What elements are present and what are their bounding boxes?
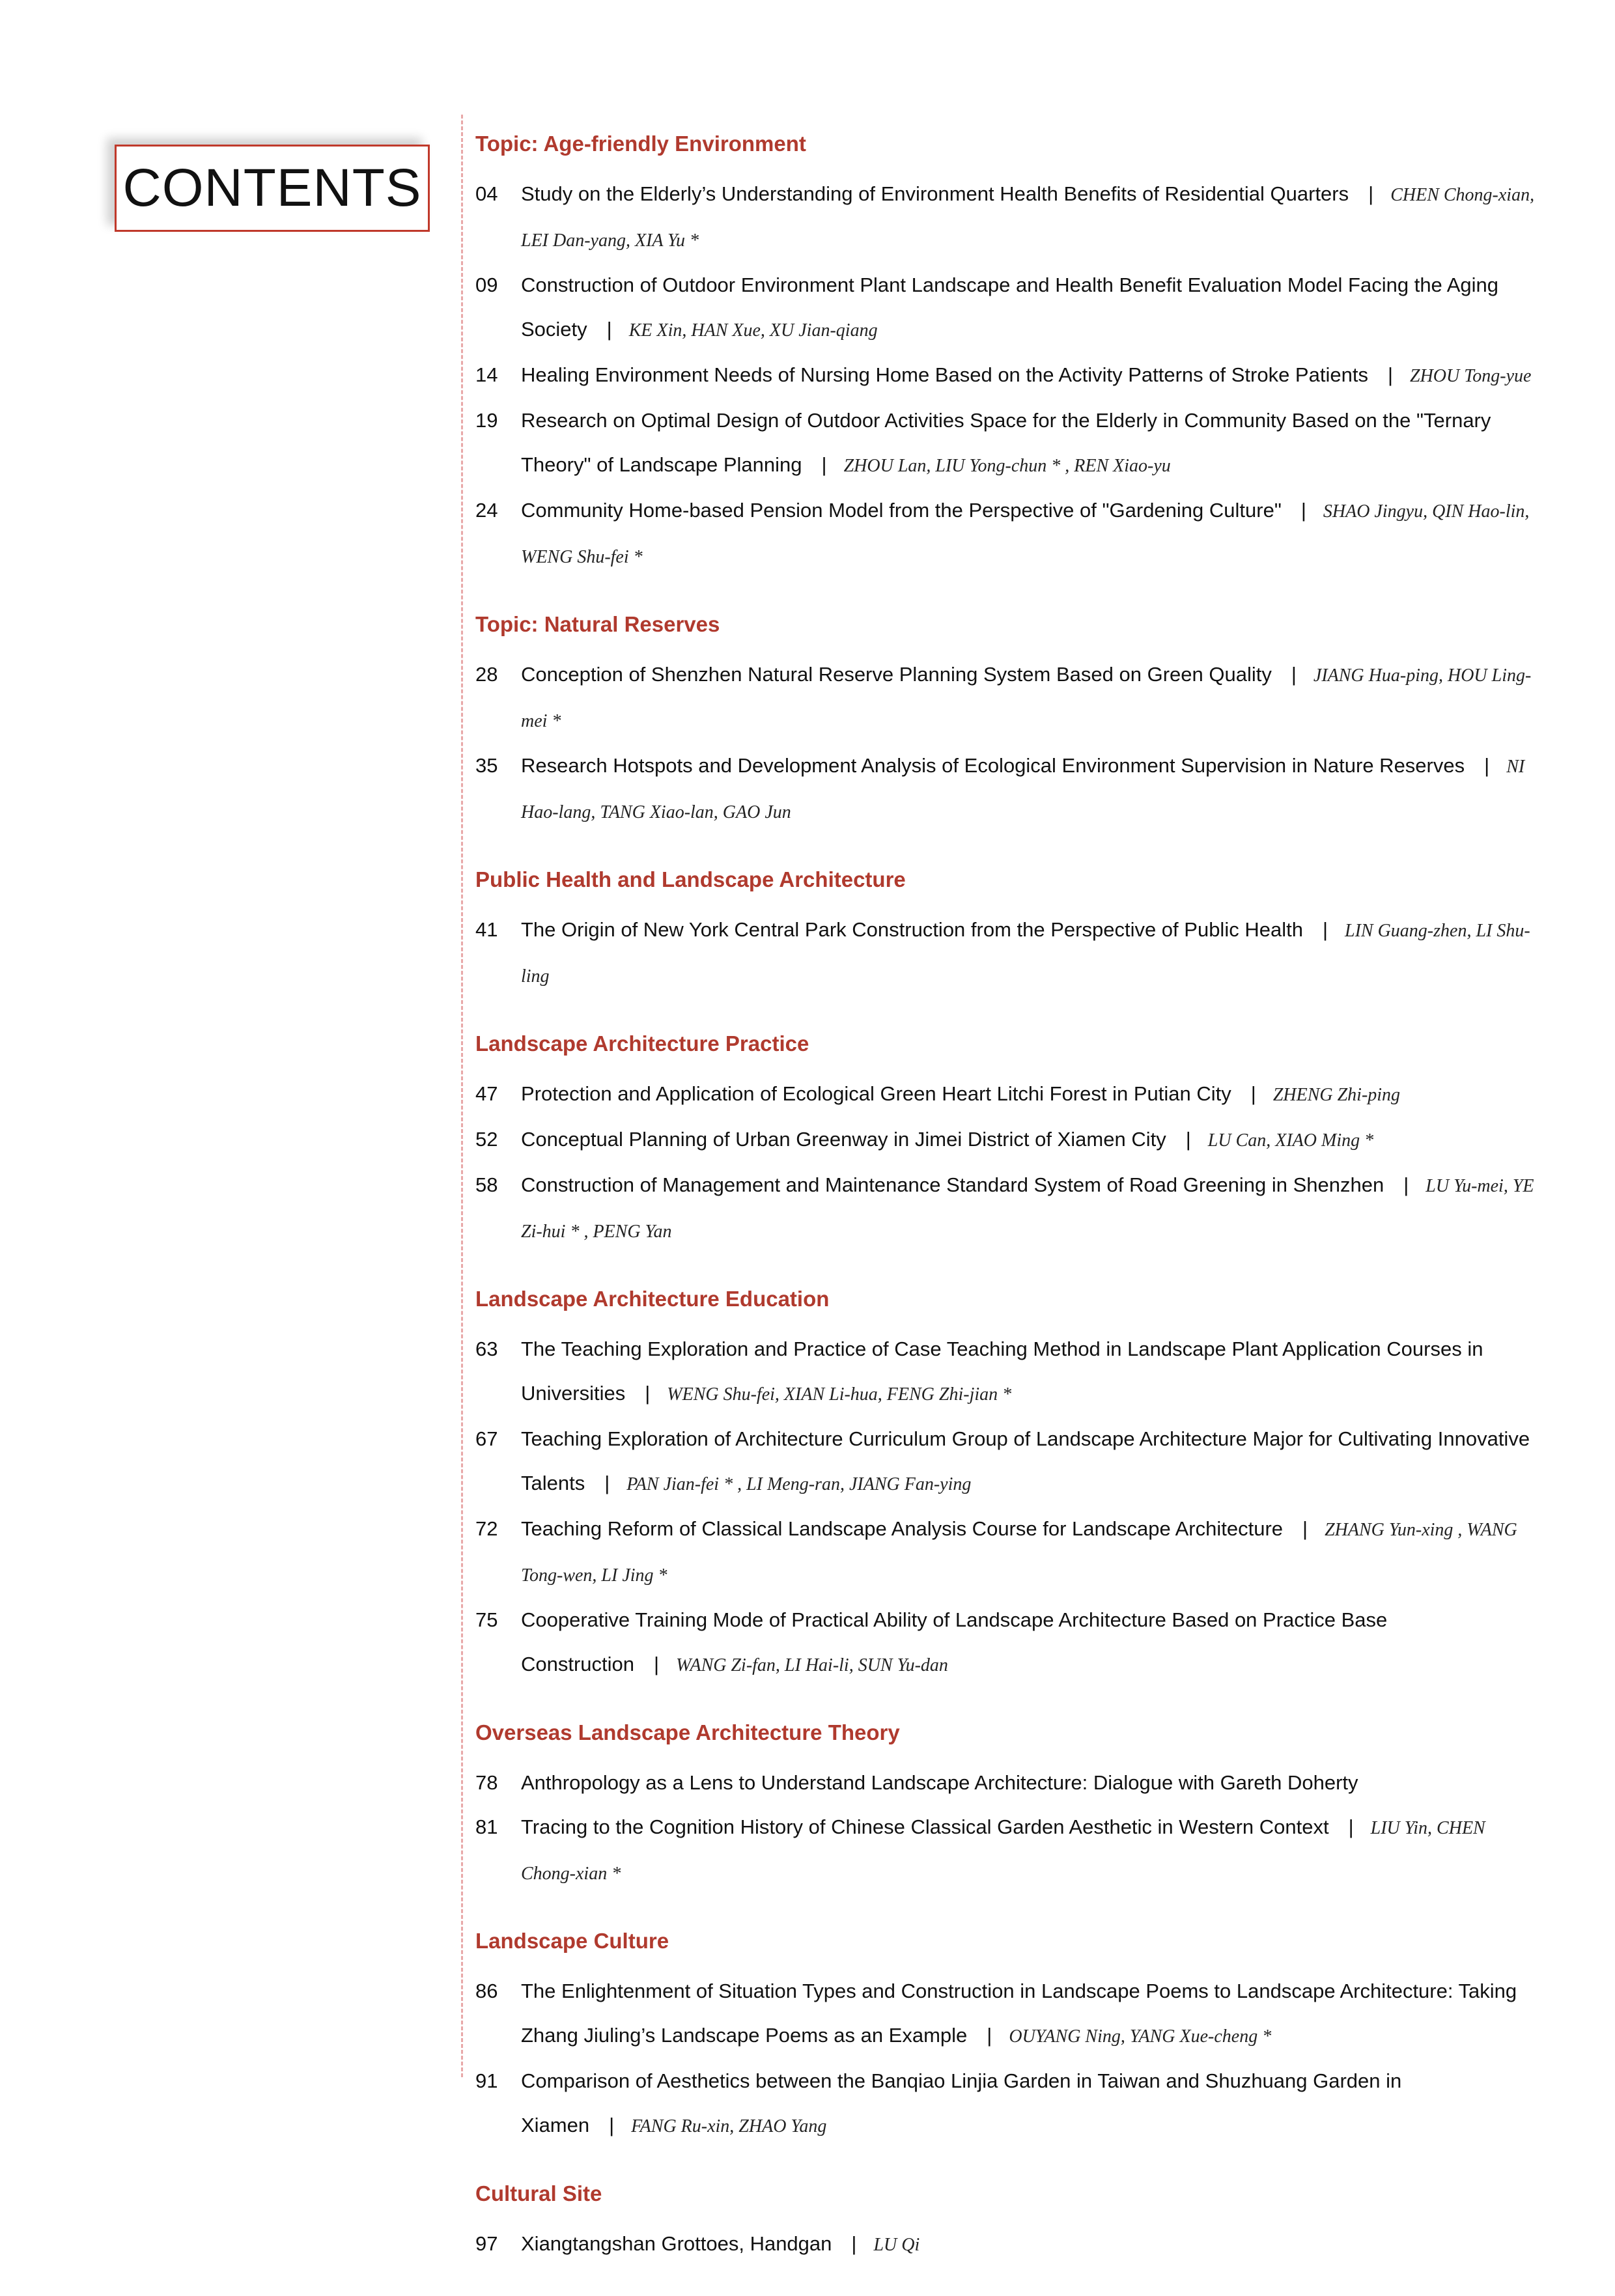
toc-section [475,1925,1543,2149]
page-number: 09 [475,273,498,296]
article-authors: JIANG Hua-ping, HOU Ling-mei * [521,665,1532,731]
toc-section [475,2177,1543,2267]
article-title: Conceptual Planning of Urban Greenway in Jimei District of Xiamen City [521,1128,1166,1151]
page-number: 91 [475,2069,498,2092]
article-title: Study on the Elderly’s Understanding of Environment Health Benefits of Residential Quarters [521,182,1349,205]
separator-bar: | [1250,1082,1256,1105]
toc-section [475,863,1543,999]
toc-entry[interactable] [475,1327,1543,1417]
section-title: Cultural Site [475,2181,602,2205]
entry-body [521,399,1543,488]
toc-entry[interactable] [475,399,1543,488]
separator-bar: | [654,1653,660,1675]
page-number: 63 [475,1337,498,1360]
toc-entry[interactable] [475,1163,1543,1254]
article-authors: ZHENG Zhi-ping [1272,1085,1401,1105]
separator-bar: | [851,2232,857,2255]
section-title: Public Health and Landscape Architecture [475,867,906,891]
separator-bar: | [1387,363,1394,386]
separator-bar: | [1300,499,1306,522]
page-number: 24 [475,499,498,522]
separator-bar: | [609,2114,615,2136]
toc-section [475,128,1543,580]
page-number: 81 [475,1815,498,1838]
table-of-contents [475,128,1543,2296]
entry-body [521,1507,1543,1598]
toc-entry[interactable] [475,1117,1543,1163]
toc-entry[interactable] [475,744,1543,835]
toc-entry[interactable] [475,488,1543,580]
entry-body [521,2059,1543,2149]
entry-body [521,2222,1543,2267]
article-authors: LU Yu-mei, YE Zi-hui * , PENG Yan [521,1176,1534,1242]
page-number: 86 [475,1980,498,2002]
article-authors: ZHANG Yun-xing , WANG Tong-wen, LI Jing * [521,1520,1517,1586]
page-number: 47 [475,1082,498,1105]
toc-entry[interactable] [475,1969,1543,2059]
entry-body [521,652,1543,744]
article-authors: KE Xin, HAN Xue, XU Jian-qiang [628,320,878,341]
toc-entry[interactable] [475,1417,1543,1507]
entry-body [521,908,1543,999]
article-authors: LIU Yin, CHEN Chong-xian * [521,1818,1485,1884]
page-number: 04 [475,182,498,205]
article-title: The Origin of New York Central Park Construction from the Perspective of Public Health [521,918,1303,941]
section-title: Landscape Culture [475,1929,669,1953]
section-title: Landscape Architecture Practice [475,1031,809,1056]
toc-entry[interactable] [475,652,1543,744]
article-title: The Teaching Exploration and Practice of Case Teaching Method in Landscape Plant Application Courses in Universities [521,1337,1483,1405]
page-number: 14 [475,363,498,386]
article-title: Healing Environment Needs of Nursing Home Based on the Activity Patterns of Stroke Patients [521,363,1368,386]
separator-bar: | [1368,182,1374,205]
section-title: Topic: Age-friendly Environment [475,132,806,156]
article-title: The Enlightenment of Situation Types and Construction in Landscape Poems to Landscape Architecture: Taking Zhang Jiuling’s Landscape Poems as an Example [521,1980,1517,2047]
article-authors: LIN Guang-zhen, LI Shu-ling [521,921,1530,987]
contents-heading: CONTENTS [122,158,422,217]
section-title: Landscape Architecture Education [475,1287,830,1311]
page-number: 72 [475,1517,498,1540]
toc-entry[interactable] [475,2222,1543,2267]
separator-bar: | [821,453,827,476]
separator-bar: | [1302,1517,1308,1540]
page-number: 78 [475,1771,498,1794]
separator-bar: | [604,1472,610,1494]
page-number: 41 [475,918,498,941]
toc-section [475,608,1543,835]
entry-body [521,1805,1543,1896]
entry-body [521,1761,1543,1805]
entry-body [521,488,1543,580]
entry-body [521,1969,1543,2059]
toc-entry[interactable] [475,172,1543,263]
toc-section [475,1028,1543,1254]
toc-section [475,1283,1543,1688]
separator-bar: | [1322,918,1328,941]
separator-bar: | [1348,1815,1354,1838]
article-authors: ZHOU Tong-yue [1410,366,1532,386]
entry-body [521,353,1543,399]
article-title: Community Home-based Pension Model from the Perspective of "Gardening Culture" [521,499,1282,522]
toc-entry[interactable] [475,263,1543,353]
entry-body [521,1598,1543,1688]
toc-entry[interactable] [475,353,1543,399]
vertical-dashed-divider [461,115,463,2077]
article-title: Tracing to the Cognition History of Chinese Classical Garden Aesthetic in Western Context [521,1815,1329,1838]
article-authors: SHAO Jingyu, QIN Hao-lin, WENG Shu-fei * [521,501,1530,567]
page-number: 52 [475,1128,498,1151]
toc-entry[interactable] [475,1805,1543,1896]
article-title: Conception of Shenzhen Natural Reserve Planning System Based on Green Quality [521,663,1272,686]
page-number: 75 [475,1608,498,1631]
entry-body [521,1163,1543,1254]
article-title: Comparison of Aesthetics between the Banqiao Linjia Garden in Taiwan and Shuzhuang Garden in Xiamen [521,2069,1402,2136]
article-title: Teaching Reform of Classical Landscape Analysis Course for Landscape Architecture [521,1517,1284,1540]
page-number: 97 [475,2232,498,2255]
article-authors: LU Qi [873,2235,920,2255]
article-authors: PAN Jian-fei * , LI Meng-ran, JIANG Fan-ying [626,1474,972,1494]
section-title: Overseas Landscape Architecture Theory [475,1720,900,1744]
article-authors: WENG Shu-fei, XIAN Li-hua, FENG Zhi-jian * [667,1384,1012,1405]
toc-entry[interactable] [475,2059,1543,2149]
toc-entry[interactable] [475,1761,1543,1805]
toc-entry[interactable] [475,1598,1543,1688]
article-title: Construction of Management and Maintenance Standard System of Road Greening in Shenzhen [521,1173,1384,1196]
separator-bar: | [1484,754,1490,777]
separator-bar: | [1403,1173,1409,1196]
separator-bar: | [1291,663,1297,686]
separator-bar: | [606,318,612,341]
toc-entry[interactable] [475,908,1543,999]
article-title: Cooperative Training Mode of Practical Ability of Landscape Architecture Based on Practice Base Construction [521,1608,1388,1675]
article-title: Research on Optimal Design of Outdoor Activities Space for the Elderly in Community Based on the "Ternary Theory" of Landscape Planning [521,409,1491,476]
entry-body [521,1117,1543,1163]
article-title: Construction of Outdoor Environment Plant Landscape and Health Benefit Evaluation Model Facing the Aging Society [521,273,1498,341]
separator-bar: | [645,1382,651,1405]
separator-bar: | [1185,1128,1191,1151]
article-title: Teaching Exploration of Architecture Curriculum Group of Landscape Architecture Major for Cultivating Innovative Talents [521,1427,1530,1494]
toc-entry[interactable] [475,1072,1543,1117]
page-number: 28 [475,663,498,686]
entry-body [521,1417,1543,1507]
article-title: Research Hotspots and Development Analysis of Ecological Environment Supervision in Nature Reserves [521,754,1465,777]
entry-body [521,1072,1543,1117]
section-title: Topic: Natural Reserves [475,612,720,636]
article-authors: FANG Ru-xin, ZHAO Yang [631,2116,827,2136]
entry-body [521,1327,1543,1417]
toc-section [475,1716,1543,1896]
article-title: Protection and Application of Ecological Green Heart Litchi Forest in Putian City [521,1082,1231,1105]
page-number: 19 [475,409,498,432]
article-authors: ZHOU Lan, LIU Yong-chun * , REN Xiao-yu [843,456,1171,476]
separator-bar: | [987,2024,992,2047]
page-number: 58 [475,1173,498,1196]
contents-heading-box [115,145,430,232]
page-number: 67 [475,1427,498,1450]
article-authors: NI Hao-lang, TANG Xiao-lan, GAO Jun [521,757,1525,822]
article-authors: WANG Zi-fan, LI Hai-li, SUN Yu-dan [676,1655,948,1675]
article-authors: LU Can, XIAO Ming * [1207,1130,1374,1151]
toc-entry[interactable] [475,1507,1543,1598]
article-authors: OUYANG Ning, YANG Xue-cheng * [1009,2026,1272,2047]
article-title: Anthropology as a Lens to Understand Landscape Architecture: Dialogue with Gareth Doherty [521,1771,1358,1794]
entry-body [521,744,1543,835]
entry-body [521,263,1543,353]
article-title: Xiangtangshan Grottoes, Handgan [521,2232,832,2255]
article-authors: CHEN Chong-xian, LEI Dan-yang, XIA Yu * [521,185,1535,251]
entry-body [521,172,1543,263]
page-number: 35 [475,754,498,777]
